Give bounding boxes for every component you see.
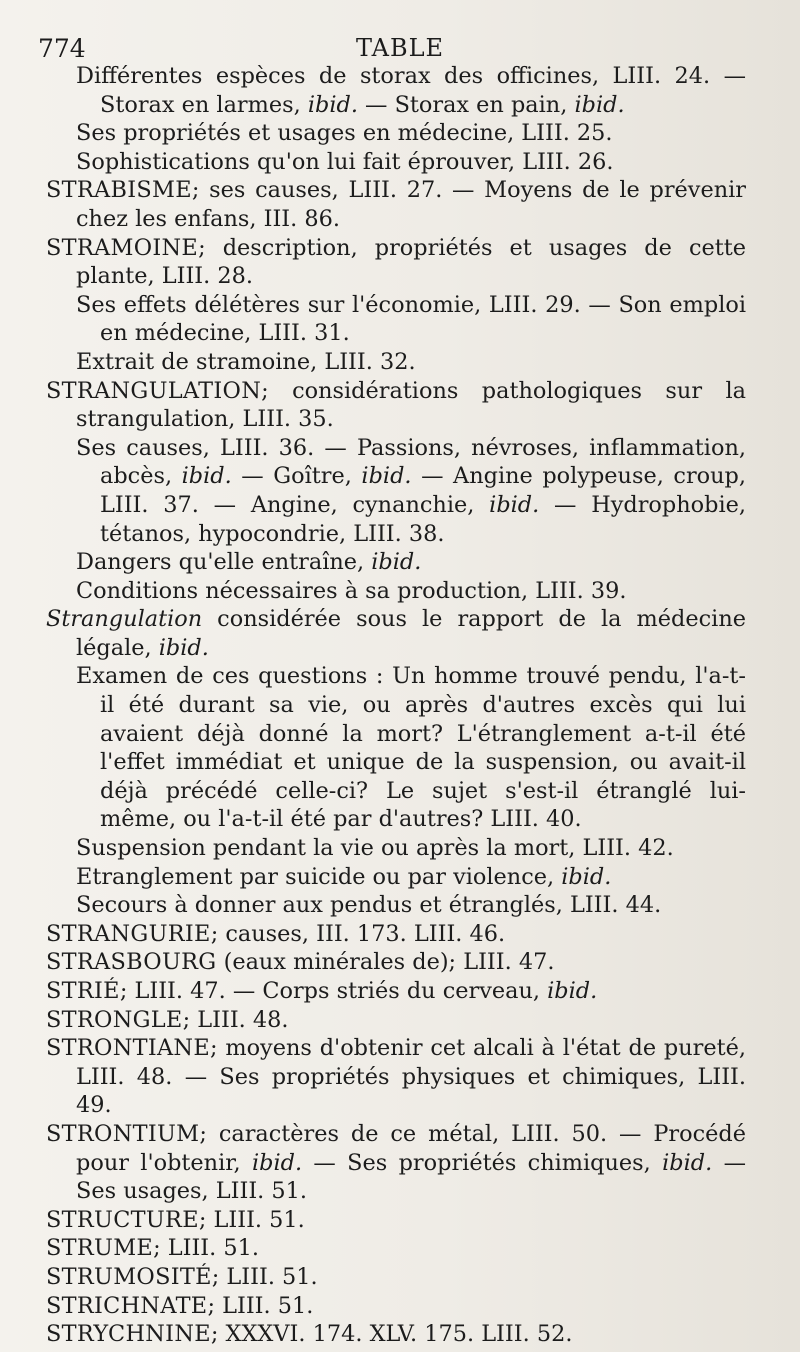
index-entry: STRANGURIE; causes, III. 173. LIII. 46. [46,920,506,947]
index-entry: STRAMOINE; description, propriétés et usages de cette plante, LIII. 28. [46,234,746,290]
headword: STRYCHNINE [46,1321,211,1348]
index-entry: STRYCHNINE; XXXVI. 174. XLV. 175. LIII. 52. [46,1321,573,1348]
index-entry: Dangers qu'elle entraîne, ibid. [76,549,422,576]
headword: STRICHNATE [46,1292,208,1319]
index-entry: Conditions nécessaires à sa production, LIII. 39. [76,577,627,604]
headword: STRONTIUM [46,1120,200,1147]
headword: STRANGURIE [46,920,211,947]
index-entry: STRABISME; ses causes, LIII. 27. — Moyens de le prévenir chez les enfans, III. 86. [46,177,746,232]
index-entry: Ses effets délétères sur l'économie, LIII. 29. — Son emploi en médecine, LIII. 31. [76,291,746,347]
headword: STRANGULATION [46,377,262,404]
index-entry: STRIÉ; LIII. 47. — Corps striés du cerveau, ibid. [46,978,598,1004]
index-entry: Différentes espèces de storax des officines, LIII. 24. — Storax en larmes, ibid. — Storax en pain, ibid. [76,63,746,118]
index-entry: Secours à donner aux pendus et étranglés, LIII. 44. [76,892,662,919]
headword: STRASBOURG [46,949,217,976]
headword: STRABISME [46,177,192,204]
page-title: TABLE [355,34,445,62]
headword: STRUMOSITÉ [46,1263,212,1290]
index-entry: Suspension pendant la vie ou après la mort, LIII. 42. [76,835,674,862]
headword: STRUME [46,1235,154,1262]
index-entry: Sophistications qu'on lui fait éprouver, LIII. 26. [76,148,614,175]
index-entry: Ses propriétés et usages en médecine, LIII. 25. [76,120,613,147]
headword: STRIÉ [46,978,120,1004]
index-entry: Ses causes, LIII. 36. — Passions, névroses, inflammation, abcès, ibid. — Goître, ibid. — Angine polypeuse, croup, LIII. 37. — Angine, cynanchie, ibid. — Hydrophobie, tétanos, hypocondrie, LIII. 38. [76,434,746,547]
index-text [46,62,746,1349]
index-entry: Extrait de stramoine, LIII. 32. [76,348,416,375]
index-entry: STRUCTURE; LIII. 51. [46,1206,305,1233]
index-entry: Etranglement par suicide ou par violence, ibid. [76,863,612,890]
index-entry: STRUME; LIII. 51. [46,1235,259,1262]
headword: STRAMOINE [46,234,199,261]
headword: Strangulation [46,606,203,633]
headword: STRONTIANE [46,1035,210,1062]
index-entry: STRONTIUM; caractères de ce métal, LIII. 50. — Procédé pour l'obtenir, ibid. — Ses propriétés chimiques, ibid. — Ses usages, LIII. 51. [46,1120,746,1205]
index-entry: STRONTIANE; moyens d'obtenir cet alcali à l'état de pureté, LIII. 48. — Ses propriétés physiques et chimiques, LIII. 49. [46,1035,746,1119]
index-entry: STRONGLE; LIII. 48. [46,1006,289,1033]
index-entry: Examen de ces questions : Un homme trouvé pendu, l'a-t-il été durant sa vie, ou après d'autres excès qui lui avaient déjà donné la mort? L'étranglement a-t-il été l'effet immédiat et unique de la suspension, ou avait-il déjà précédé celle-ci? Le sujet s'est-il étranglé lui-même, ou l'a-t-il été par d'autres? LIII. 40. [76,663,746,833]
index-entry: STRASBOURG (eaux minérales de); LIII. 47. [46,949,555,976]
index-entry: Strangulation considérée sous le rapport de la médecine légale, ibid. [46,606,746,661]
page-number: 774 [38,34,86,63]
index-entry: STRICHNATE; LIII. 51. [46,1292,314,1319]
headword: STRUCTURE [46,1206,199,1233]
index-entry: STRANGULATION; considérations pathologiques sur la strangulation, LIII. 35. [46,377,746,433]
headword: STRONGLE [46,1006,183,1033]
index-entry: STRUMOSITÉ; LIII. 51. [46,1263,318,1290]
